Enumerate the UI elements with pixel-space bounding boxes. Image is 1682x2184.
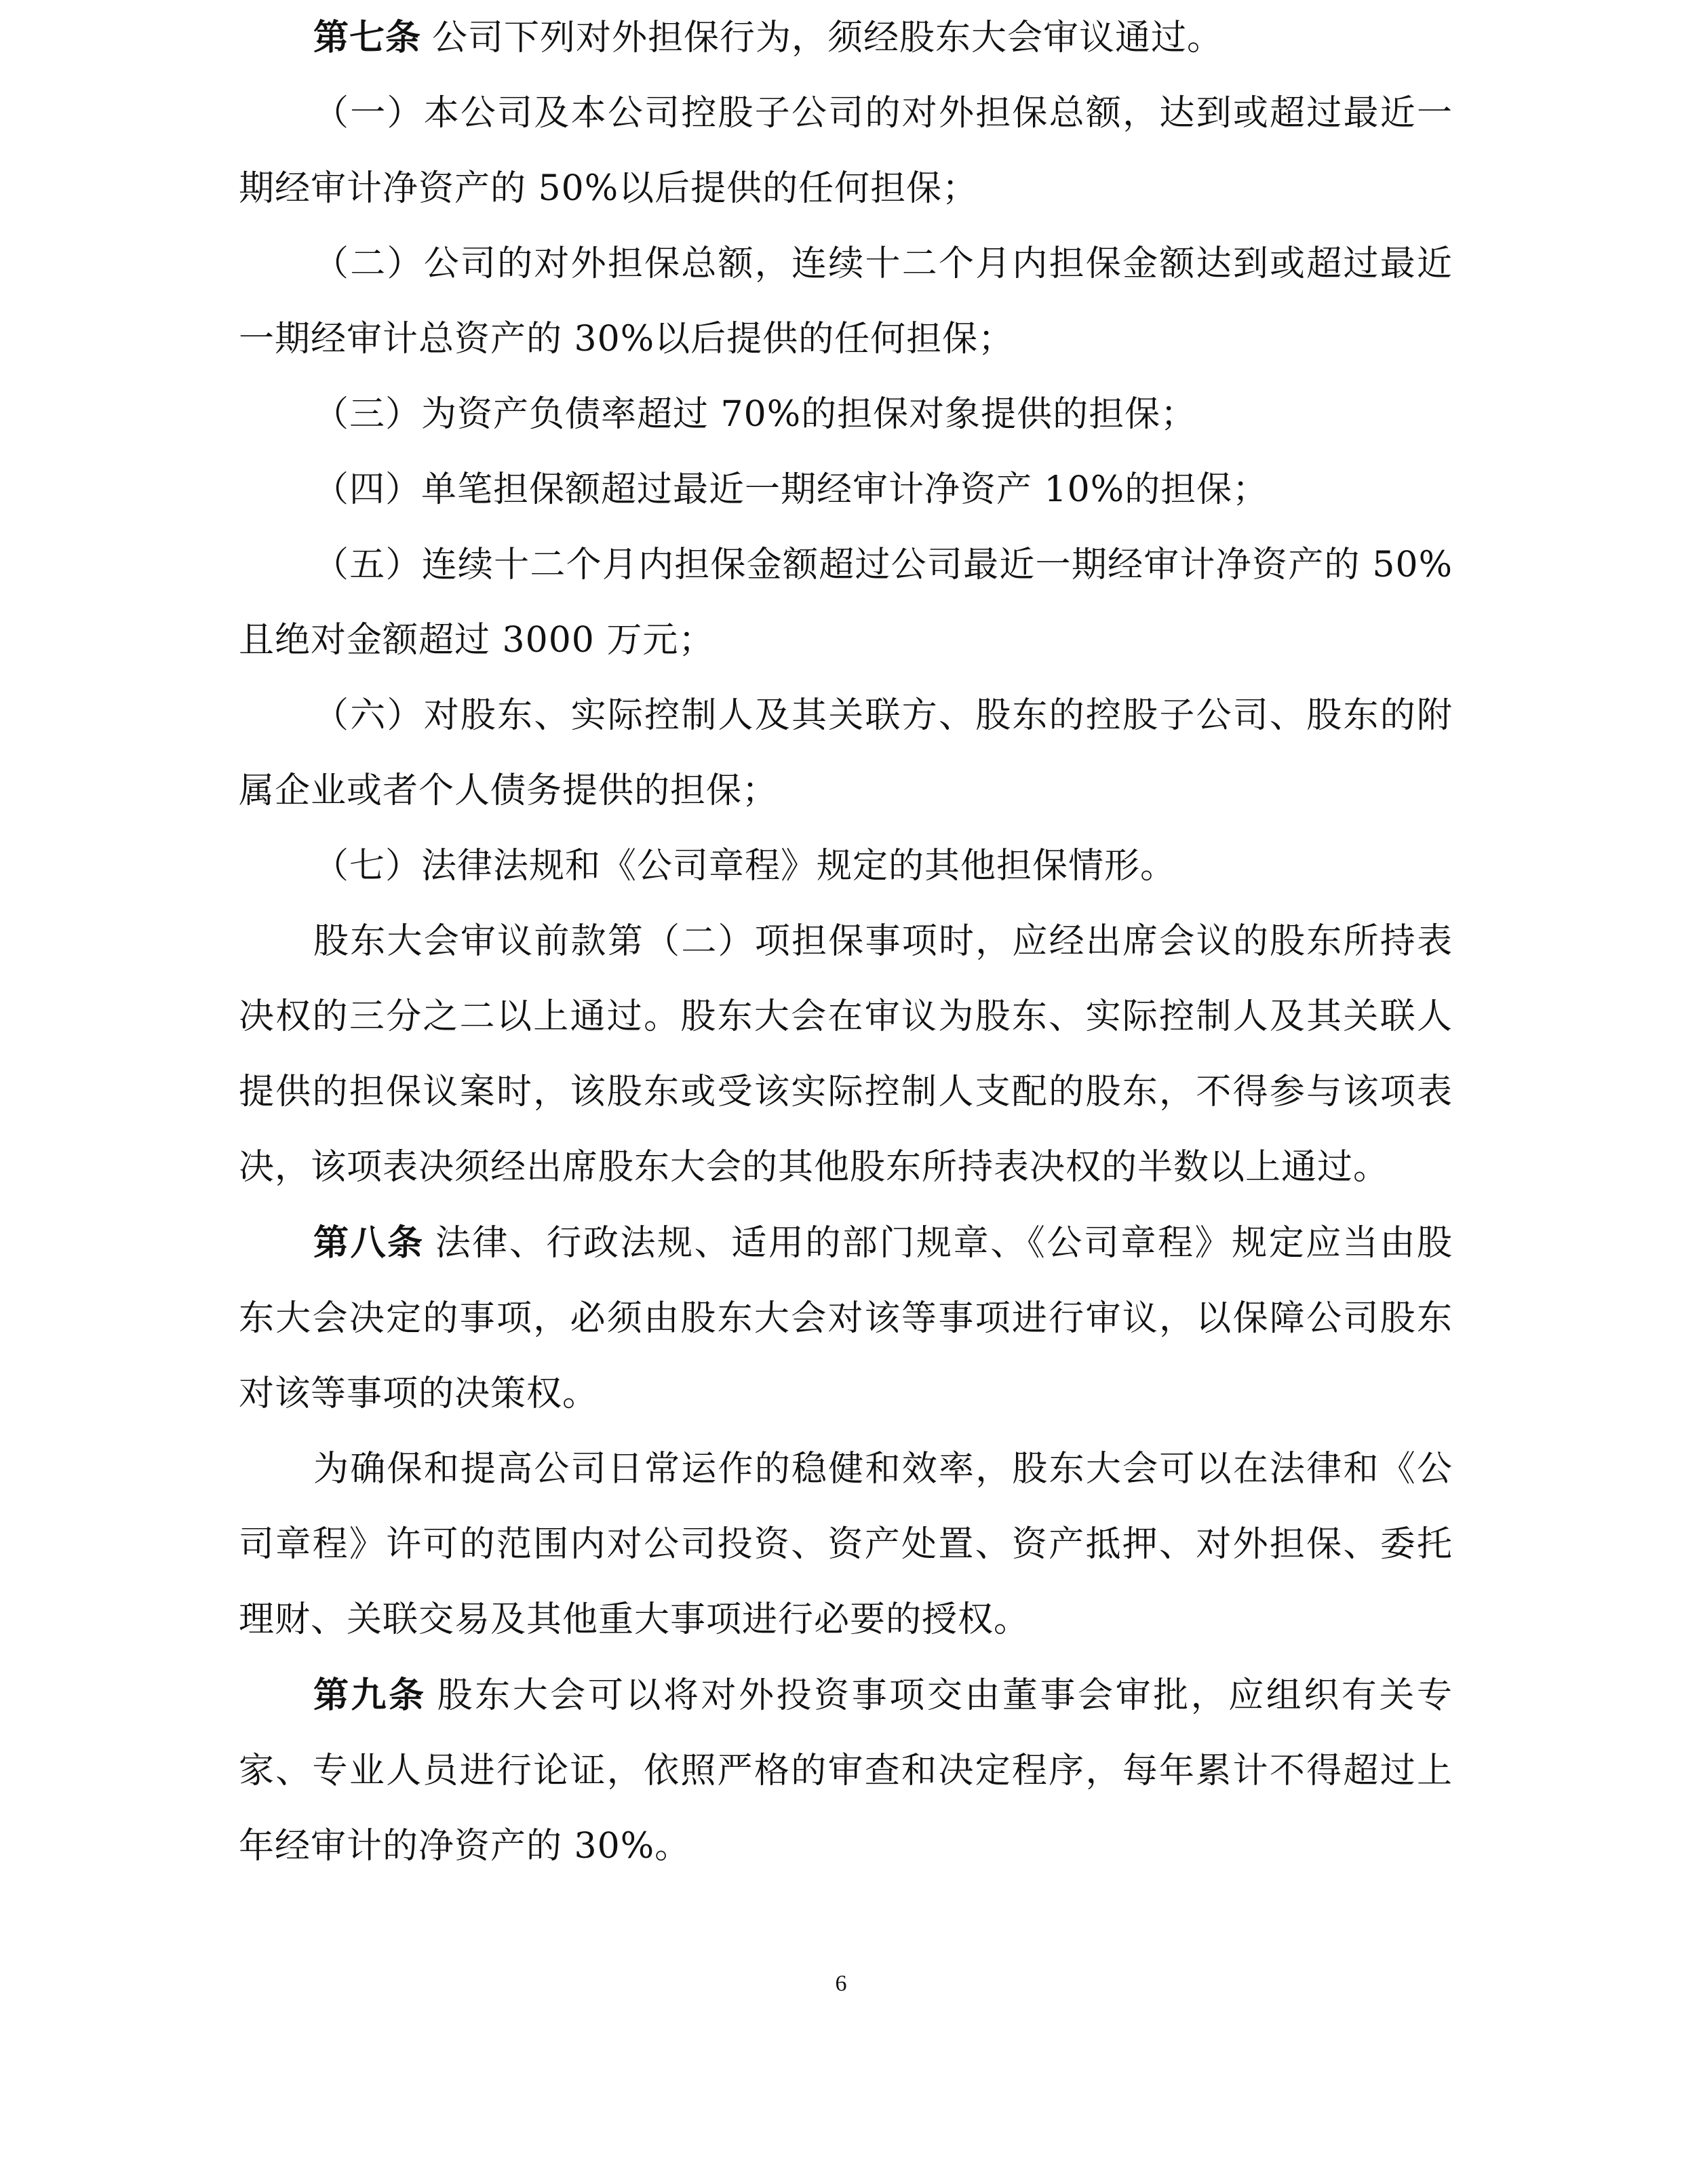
article-heading: 第八条 <box>313 1222 425 1264</box>
paragraph-item-3 <box>239 377 1453 452</box>
paragraph-text: （七）法律法规和《公司章程》规定的其他担保情形。 <box>313 846 1177 886</box>
paragraph-item-6 <box>239 678 1453 829</box>
page-number: 6 <box>835 1971 847 1996</box>
paragraph-text: （六）对股东、实际控制人及其关联方、股东的控股子公司、股东的附属企业或者个人债务提供的担保； <box>239 695 1453 811</box>
paragraph-item-1 <box>239 76 1453 227</box>
paragraph-authorization <box>239 1432 1453 1658</box>
paragraph-item-2 <box>239 227 1453 377</box>
paragraph-article-7 <box>239 0 1453 76</box>
paragraph-article-8 <box>239 1205 1453 1432</box>
paragraph-text: （三）为资产负债率超过 70%的担保对象提供的担保； <box>313 394 1197 435</box>
paragraph-text: （二）公司的对外担保总额，连续十二个月内担保金额达到或超过最近一期经审计总资产的 30%以后提供的任何担保； <box>239 243 1453 359</box>
paragraph-text: 法律、行政法规、适用的部门规章、《公司章程》规定应当由股东大会决定的事项，必须由股东大会对该等事项进行审议，以保障公司股东对该等事项的决策权。 <box>239 1223 1453 1414</box>
paragraph-item-7 <box>239 829 1453 904</box>
paragraph-text: （一）本公司及本公司控股子公司的对外担保总额，达到或超过最近一期经审计净资产的 50%以后提供的任何担保； <box>239 93 1453 209</box>
paragraph-item-4 <box>239 452 1453 528</box>
paragraph-text: 公司下列对外担保行为，须经股东大会审议通过。 <box>432 18 1224 58</box>
paragraph-text: （四）单笔担保额超过最近一期经审计净资产 10%的担保； <box>313 469 1269 510</box>
paragraph-text: 股东大会可以将对外投资事项交由董事会审批，应组织有关专家、专业人员进行论证，依照严格的审查和决定程序，每年累计不得超过上年经审计的净资产的 30%。 <box>239 1675 1453 1867</box>
document-body <box>239 0 1453 1884</box>
paragraph-text: 股东大会审议前款第（二）项担保事项时，应经出席会议的股东所持表决权的三分之二以上通过。股东大会在审议为股东、实际控制人及其关联人提供的担保议案时，该股东或受该实际控制人支配的股东，不得参与该项表决，该项表决须经出席股东大会的其他股东所持表决权的半数以上通过。 <box>239 921 1453 1188</box>
paragraph-text: 为确保和提高公司日常运作的稳健和效率，股东大会可以在法律和《公司章程》许可的范围内对公司投资、资产处置、资产抵押、对外担保、委托理财、关联交易及其他重大事项进行必要的授权。 <box>239 1449 1453 1640</box>
paragraph-text: （五）连续十二个月内担保金额超过公司最近一期经审计净资产的 50%且绝对金额超过 3000 万元； <box>239 545 1453 661</box>
paragraph-article-9 <box>239 1658 1453 1884</box>
article-heading: 第九条 <box>313 1675 427 1716</box>
paragraph-item-5 <box>239 528 1453 678</box>
document-page <box>239 0 1453 1884</box>
article-heading: 第七条 <box>313 17 422 58</box>
paragraph-voting-rule <box>239 904 1453 1205</box>
